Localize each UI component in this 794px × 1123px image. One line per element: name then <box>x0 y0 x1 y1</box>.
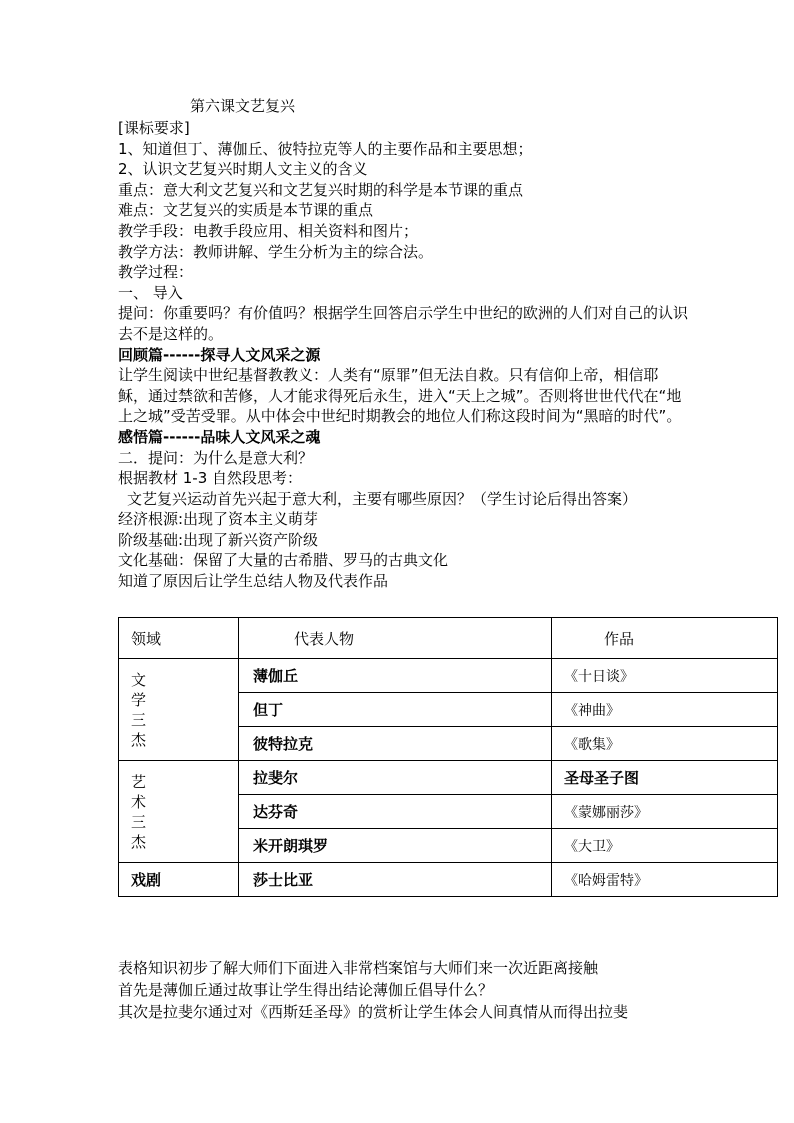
field-drama: 戏剧 <box>119 863 239 897</box>
insight-heading: 感悟篇------品味人文风采之魂 <box>118 427 321 446</box>
difficult-point: 难点：文艺复兴的实质是本节课的重点 <box>118 201 374 220</box>
header-field: 领域 <box>119 618 239 659</box>
field-cell <box>119 659 239 761</box>
review-paragraph: 让学生阅读中世纪基督教教义：人类有“原罪”但无法自救。只有信仰上帝，相信耶稣，通过禁欲和苦修，人才能求得死后永生，进入“天上之城”。否则将世世代代在“地上之城”受苦受罪。从中体会中世纪时期教会的地位人们称这段时间为“黑暗的时代”。 <box>118 366 682 426</box>
work-cell: 《蒙娜丽莎》 <box>552 795 778 829</box>
review-heading: 回顾篇------探寻人文风采之源 <box>118 345 321 364</box>
closing-line-2: 首先是薄伽丘通过故事让学生得出结论薄伽丘倡导什么？ <box>118 981 494 999</box>
work-cell: 《大卫》 <box>552 829 778 863</box>
culture-basis: 文化基础：保留了大量的古希腊、罗马的古典文化 <box>118 551 449 570</box>
key-point: 重点：意大利文艺复兴和文艺复兴时期的科学是本节课的重点 <box>118 180 524 199</box>
person-cell: 米开朗琪罗 <box>239 829 552 863</box>
work-cell: 《哈姆雷特》 <box>552 863 778 897</box>
table-row <box>119 761 778 795</box>
person-cell: 达芬奇 <box>239 795 552 829</box>
intro-question: 提问：你重要吗？有价值吗？根据学生回答启示学生中世纪的欧洲的人们对自己的认识去不是这样的。 <box>118 304 689 343</box>
field-art: 艺术三杰 <box>131 772 147 851</box>
textbook-prompt: 根据教材 1-3 自然段思考： <box>118 469 303 488</box>
section-intro: 一、 导入 <box>118 283 183 302</box>
person-cell: 莎士比亚 <box>239 863 552 897</box>
header-person: 代表人物 <box>239 618 552 659</box>
person-cell: 拉斐尔 <box>239 761 552 795</box>
person-cell: 但丁 <box>239 693 552 727</box>
question-italy: 二．提问：为什么是意大利？ <box>118 448 314 467</box>
table-row <box>119 659 778 693</box>
field-literature: 文学三杰 <box>131 670 147 749</box>
summary-prompt: 知道了原因后让学生总结人物及代表作品 <box>118 572 389 591</box>
teaching-method: 教学方法：教师讲解、学生分析为主的综合法。 <box>118 242 434 261</box>
work-cell: 《歌集》 <box>552 727 778 761</box>
work-cell: 圣母圣子图 <box>552 761 778 795</box>
person-cell: 薄伽丘 <box>239 659 552 693</box>
teaching-process: 教学过程： <box>118 263 194 282</box>
requirement-2: 2、认识文艺复兴时期人文主义的含义 <box>118 160 368 179</box>
requirement-1: 1、知道但丁、薄伽丘、彼特拉克等人的主要作品和主要思想； <box>118 139 533 158</box>
header-work: 作品 <box>552 618 778 659</box>
person-cell: 彼特拉克 <box>239 727 552 761</box>
lesson-title: 第六课文艺复兴 <box>190 97 296 115</box>
curriculum-heading: [课标要求] <box>118 119 190 137</box>
teaching-means: 教学手段：电教手段应用、相关资料和图片； <box>118 221 419 240</box>
class-basis: 阶级基础:出现了新兴资产阶级 <box>118 530 319 549</box>
discussion-question: 文艺复兴运动首先兴起于意大利，主要有哪些原因？（学生讨论后得出答案） <box>127 489 638 508</box>
economic-root: 经济根源:出现了资本主义萌芽 <box>118 510 319 529</box>
work-cell: 《十日谈》 <box>552 659 778 693</box>
closing-text <box>118 957 698 1023</box>
closing-line-1: 表格知识初步了解大师们下面进入非常档案馆与大师们来一次近距离接触 <box>118 959 599 977</box>
table-header-row <box>119 618 778 659</box>
figures-works-table <box>118 617 778 897</box>
work-cell: 《神曲》 <box>552 693 778 727</box>
closing-line-3: 其次是拉斐尔通过对《西斯廷圣母》的赏析让学生体会人间真情从而得出拉斐 <box>118 1003 629 1021</box>
table-row <box>119 863 778 897</box>
field-cell <box>119 761 239 863</box>
lesson-body <box>118 118 688 592</box>
